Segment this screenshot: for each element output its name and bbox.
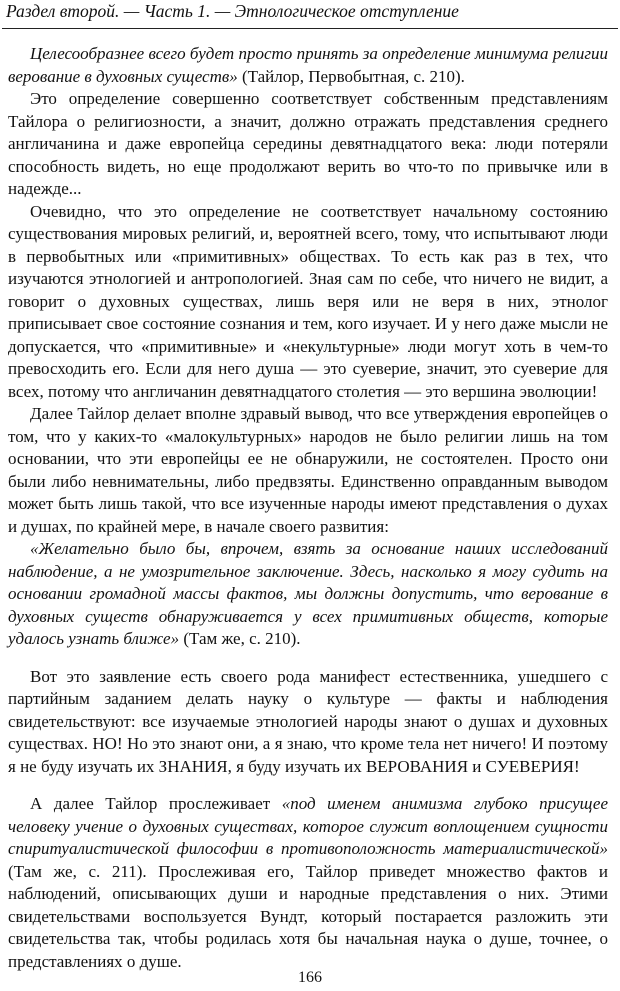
continuation-text: (Там же, с. 211). Прослеживая его, Тайлор приведет множество фактов и наблюдений, описывающих души и народные представления о них. Этими свидетельствами воспользуется Вундт, который постарается разложить эти свидетельства так, чтобы родилась хотя бы начальная наука о душе, точнее, о представлениях о душе. <box>8 861 608 971</box>
paragraph-2: Это определение совершенно соответствует собственным представлениям Тайлора о религиозности, а значит, должно отражать представления среднего англичанина и даже европейца середины девятнадцатого века: люди потеряли способность видеть, но еще продолжают верить во что-то по привычке или в надежде... <box>8 89 608 198</box>
quote-text: Целесообразнее всего будет просто принять за определение минимума религии верование в духовных существ» <box>8 44 608 86</box>
paragraph-3: Очевидно, что это определение не соответствует начальному состоянию существования мировых религий, и, вероятней всего, тому, что испытывают люди в первобытных или «примитивных» обществах. То есть как раз в тех, что изучаются этнологией и антропологией. Зная сам по себе, что ничего не видит, а говорит о духовных существах, лишь веря или не веря в них, этнолог приписывает свое состояние сознания и тем, кого изучает. И у него даже мысли не допускается, что «примитивные» и «некультурные» люди могут хоть в чем-то превосходить его. Если для него душа — это суеверие, значит, это суеверие для всех, потому что англичанин девятнадцатого столетия — это вершина эволюции! <box>8 201 608 401</box>
citation: (Там же, с. 210). <box>179 629 301 648</box>
header-rule <box>2 28 618 29</box>
quote-text: «под именем анимизма глубоко присущее человеку учение о духовных существах, которое служит воплощением сущности спиритуалистической философии в противоположность материалистической» <box>8 794 608 858</box>
paragraph-7 <box>8 793 608 973</box>
quote-paragraph-1 <box>8 43 608 88</box>
paragraph-6: Вот это заявление есть своего рода манифест естественника, ушедшего с партийным заданием делать науку о культуре — факты и наблюдения свидетельствуют: все изучаемые этнологией народы знают о душах и духовных существах. НО! Но это знают они, а я знаю, что кроме тела нет ничего! И поэтому я не буду изучать их ЗНАНИЯ, я буду изучать их ВЕРОВАНИЯ и СУЕВЕРИЯ! <box>8 666 608 776</box>
page-number: 166 <box>298 969 322 986</box>
body-text <box>8 43 608 973</box>
quote-text: «Желательно было бы, впрочем, взять за основание наших исследований наблюдение, а не умозрительное заключение. Здесь, насколько я могу судить на основании громадной массы фактов, мы должны допустить, что верование в духовных существ обнаруживается у всех примитивных обществ, которые удалось узнать ближе» <box>8 539 608 648</box>
paragraph-4: Далее Тайлор делает вполне здравый вывод, что все утверждения европейцев о том, что у каких-то «малокультурных» народов не было религии лишь на том основании, что эти европейцы ее не обнаружили, не состоятелен. Просто они были либо невнимательны, либо предвзяты. Единственно оправданным выводом может быть лишь такой, что все изученные народы имеют представления о духах и душах, по крайней мере, в начале своего развития: <box>8 404 608 536</box>
lead-in-text: А далее Тайлор прослеживает <box>30 794 282 813</box>
citation: (Тайлор, Первобытная, с. 210). <box>237 66 465 86</box>
quote-paragraph-5 <box>8 538 608 651</box>
running-head: Раздел второй. — Часть 1. — Этнологическое отступление <box>6 1 459 21</box>
